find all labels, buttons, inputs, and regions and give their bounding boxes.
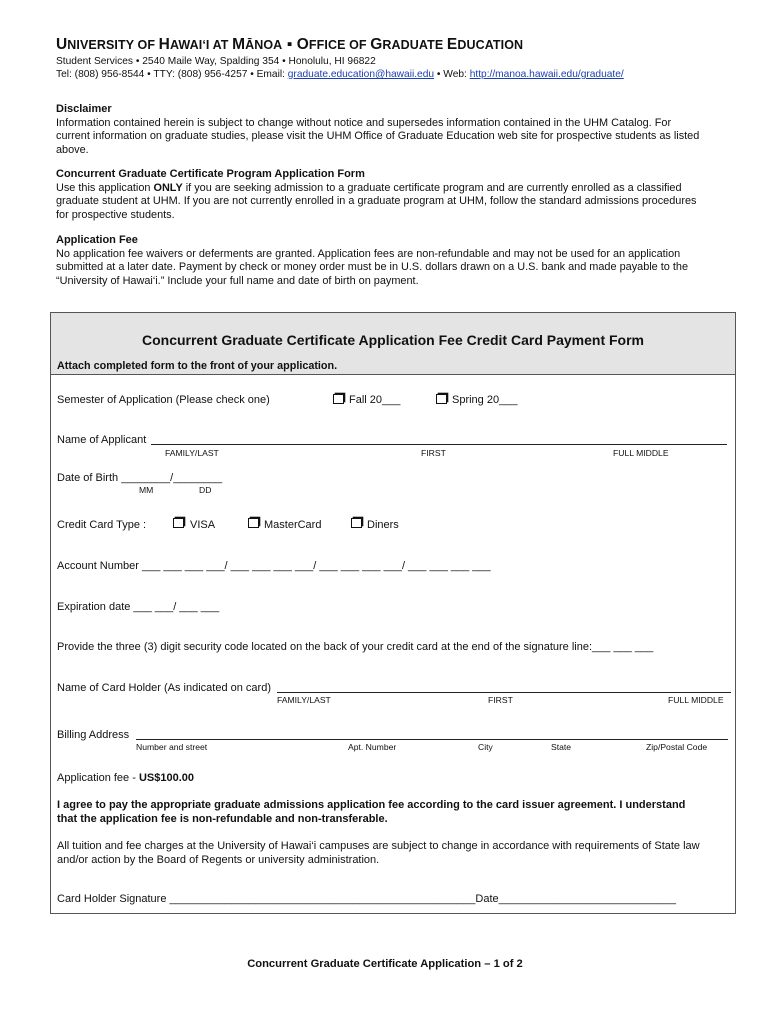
- state-caption: State: [551, 742, 572, 752]
- holder-middle-caption: FULL MIDDLE: [668, 695, 724, 705]
- email-link[interactable]: graduate.education@hawaii.edu: [287, 69, 435, 80]
- card-holder-name-field[interactable]: [277, 692, 731, 693]
- family-last-caption: FAMILY/LAST: [165, 448, 219, 458]
- title-part: NIVERSITY OF: [67, 38, 159, 52]
- billing-address-field[interactable]: [136, 739, 728, 740]
- visa-checkbox[interactable]: [173, 518, 184, 528]
- visa-label: VISA: [190, 519, 216, 531]
- tuition-line: All tuition and fee charges at the University of Hawai‘i campuses are subject to change in accordance with requirements of State law: [57, 840, 700, 852]
- fee-heading: Application Fee: [56, 234, 138, 246]
- tuition-line: and/or action by the Board of Regents or university administration.: [57, 853, 380, 866]
- application-fee-label: Application fee -: [57, 772, 139, 784]
- contact-prefix: Tel: (808) 956-8544 • TTY: (808) 956-4257 • Email:: [56, 69, 288, 80]
- agreement-line: that the application fee is non-refundable and non-transferable.: [57, 812, 388, 825]
- account-number-field[interactable]: Account Number ___ ___ ___ ___/ ___ ___ ___ ___/ ___ ___ ___ ___/ ___ ___ ___ ___: [57, 560, 491, 572]
- semester-label: Semester of Application (Please check one): [57, 394, 270, 406]
- title-part: M: [232, 36, 246, 53]
- applicant-label: Name of Applicant: [57, 434, 147, 446]
- holder-first-caption: FIRST: [488, 695, 513, 705]
- card-type-label: Credit Card Type :: [57, 519, 147, 531]
- disclaimer-line: above.: [56, 143, 89, 156]
- mm-caption: MM: [139, 485, 154, 495]
- program-emphasis: ONLY: [153, 182, 183, 194]
- title-part: FFICE OF: [308, 38, 371, 52]
- web-link[interactable]: http://manoa.hawaii.edu/graduate/: [469, 69, 624, 80]
- disclaimer-text: [56, 117, 732, 157]
- title-part: U: [56, 36, 68, 53]
- dd-caption: DD: [199, 485, 212, 495]
- title-separator: ▪: [282, 36, 297, 53]
- security-code-field[interactable]: Provide the three (3) digit security code located on the back of your credit card at the end of the signature line:___ ___ ___: [57, 641, 654, 653]
- fall-checkbox[interactable]: [333, 394, 344, 404]
- program-line: graduate student at UHM. If you are not currently enrolled in a graduate program at UHM, follow the standard admissions procedures: [56, 195, 697, 208]
- applicant-name-field[interactable]: [151, 444, 727, 445]
- title-part: O: [296, 36, 309, 53]
- program-text-part: Use this application: [56, 182, 154, 194]
- disclaimer-line: current information on graduate studies, please visit the UHM Office of Graduate Education web site for prospective students as listed: [56, 130, 700, 143]
- diners-checkbox[interactable]: [351, 518, 362, 528]
- address-line: Student Services • 2540 Maile Way, Spalding 354 • Honolulu, HI 96822: [56, 56, 376, 67]
- form-title: Concurrent Graduate Certificate Application Fee Credit Card Payment Form: [141, 332, 645, 348]
- title-part: H: [158, 36, 170, 53]
- mastercard-checkbox[interactable]: [248, 518, 259, 528]
- street-caption: Number and street: [136, 742, 208, 752]
- program-line: [56, 182, 732, 195]
- form-subtitle: Attach completed form to the front of your application.: [57, 360, 338, 372]
- page-title: [56, 36, 523, 54]
- disclaimer-heading: Disclaimer: [56, 103, 112, 115]
- agreement-line: I agree to pay the appropriate graduate admissions application fee according to the card issuer agreement. I understand: [57, 799, 686, 811]
- program-text-part: if you are seeking admission to a graduate certificate program and are currently enrolled as a classified: [182, 182, 682, 194]
- title-part: RADUATE: [382, 38, 447, 52]
- payment-form-box: [50, 312, 736, 914]
- billing-address-label: Billing Address: [57, 729, 130, 741]
- title-part: DUCATION: [457, 38, 524, 52]
- program-heading: Concurrent Graduate Certificate Program Application Form: [56, 168, 365, 180]
- spring-checkbox[interactable]: [436, 394, 447, 404]
- apt-caption: Apt. Number: [348, 742, 397, 752]
- signature-date-field[interactable]: Card Holder Signature __________________________________________________Date_____________________________: [57, 893, 677, 905]
- fee-line: submitted at a later date. Payment by check or money order must be in U.S. dollars drawn on a U.S. bank and made payable to the: [56, 261, 688, 274]
- fee-line: “University of Hawai‘i.” Include your full name and date of birth on payment.: [56, 274, 419, 287]
- full-middle-caption: FULL MIDDLE: [613, 448, 669, 458]
- agreement-text: [57, 799, 685, 826]
- dob-field[interactable]: Date of Birth ________/________: [57, 472, 223, 484]
- web-prefix: • Web:: [434, 69, 470, 80]
- fee-line: No application fee waivers or deferments are granted. Application fees are non-refundable and may not be used for an application: [56, 248, 681, 260]
- card-holder-label: Name of Card Holder (As indicated on card): [57, 682, 271, 694]
- tuition-notice: [57, 840, 700, 867]
- diners-label: Diners: [367, 519, 399, 531]
- application-fee: [57, 772, 194, 784]
- holder-family-caption: FAMILY/LAST: [277, 695, 331, 705]
- disclaimer-line: Information contained herein is subject to change without notice and supersedes information contained in the UHM Catalog. For: [56, 117, 672, 129]
- form-header: [51, 313, 735, 375]
- program-text: [56, 182, 732, 222]
- title-part: ĀNOA: [245, 38, 283, 52]
- fall-label: Fall 20___: [349, 394, 401, 406]
- spring-label: Spring 20___: [452, 394, 518, 406]
- contact-line: [56, 69, 624, 80]
- page-footer: Concurrent Graduate Certificate Application – 1 of 2: [247, 958, 523, 970]
- title-part: E: [446, 36, 458, 53]
- program-line: for prospective students.: [56, 208, 175, 221]
- city-caption: City: [478, 742, 493, 752]
- title-part: AWAI‘I AT: [169, 38, 233, 52]
- title-part: G: [370, 36, 383, 53]
- fee-text: [56, 248, 732, 288]
- application-fee-amount: US$100.00: [138, 772, 194, 784]
- expiration-field[interactable]: Expiration date ___ ___/ ___ ___: [57, 601, 220, 613]
- mastercard-label: MasterCard: [264, 519, 322, 531]
- first-caption: FIRST: [421, 448, 446, 458]
- zip-caption: Zip/Postal Code: [646, 742, 708, 752]
